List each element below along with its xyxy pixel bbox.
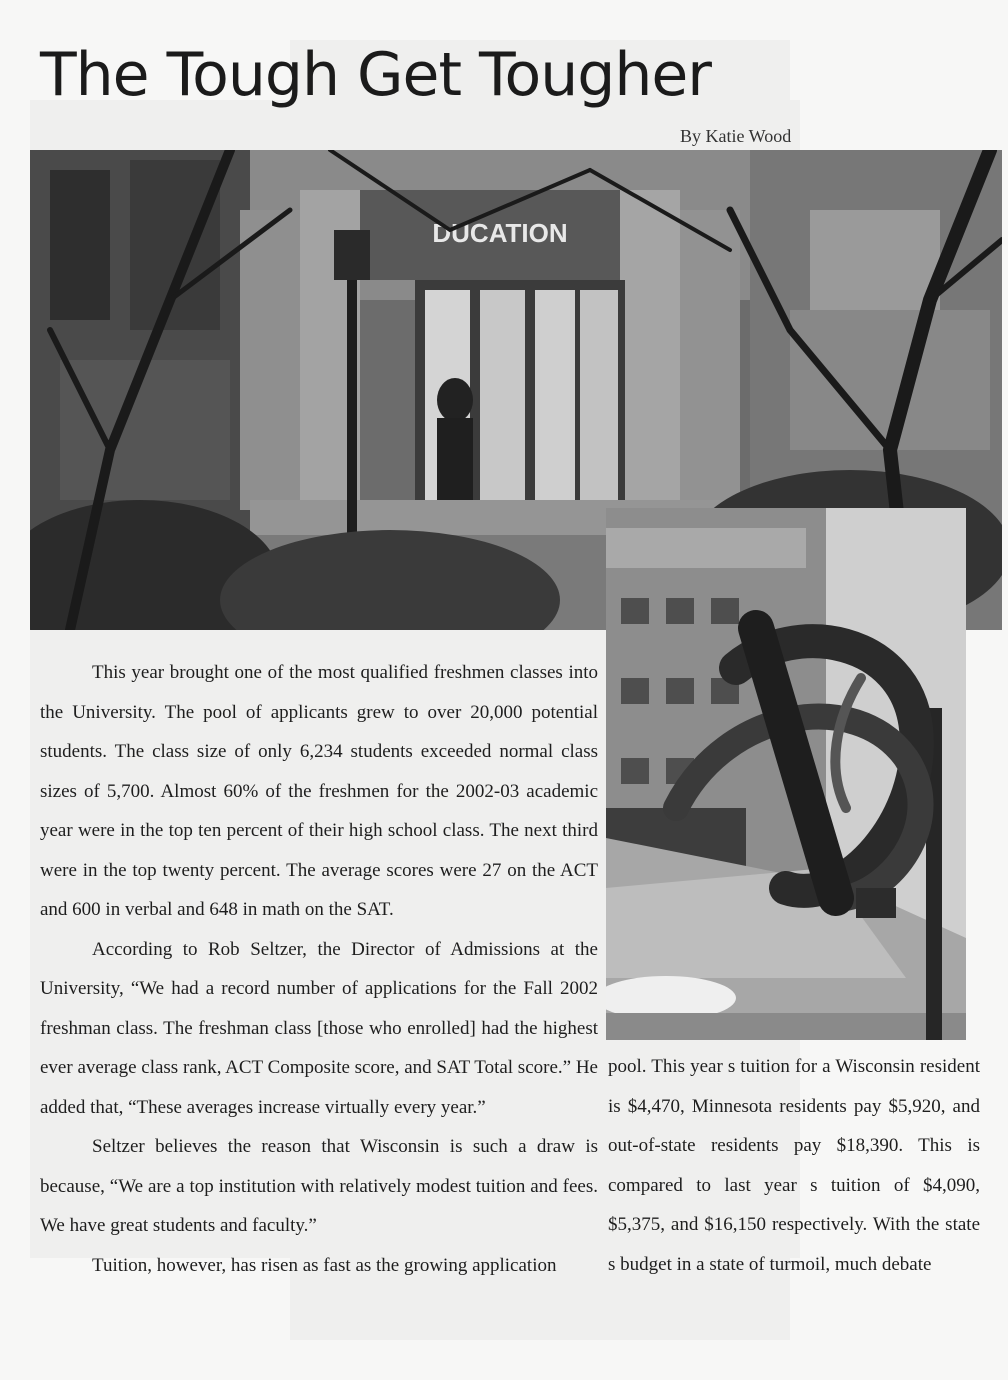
paragraph-continued: pool. This year s tuition for a Wisconsin resident is $4,470, Minnesota residents pay $5,920, and out-of-state residents pay $18,390. This is compared to last year s tuition of $4,090, $5,375, and $16,150 respectively. With the state s budget in a state of turmoil, much debate xyxy=(608,1056,980,1275)
photo-sculpture xyxy=(606,508,966,1040)
paragraph-2: According to Rob Seltzer, the Director of Admissions at the University, “We had a record number of applications for the Fall 2002 freshman class. The freshman class [those who enrolled] had the highest ever average class rank, ACT Composite score, and SAT Total score.” He added that, “These averages increase virtually every year.” xyxy=(40,938,598,1118)
paragraph-3: Seltzer believes the reason that Wisconsin is such a draw is because, “We are a top institution with relatively modest tuition and fees. We have great students and faculty.” xyxy=(40,1136,598,1236)
paragraph-1: This year brought one of the most qualified freshmen classes into the University. The pool of applicants grew to over 20,000 potential students. The class size of only 6,234 students exceeded normal class sizes of 5,700. Almost 60% of the freshmen for the 2002-03 academic year were in the top ten percent of their high school class. The next third were in the top twenty percent. The average scores were 27 on the ACT and 600 in verbal and 648 in math on the SAT. xyxy=(40,662,598,920)
right-text-column xyxy=(608,1047,980,1284)
byline: By Katie Wood xyxy=(680,126,792,146)
photo-sign-text: DUCATION xyxy=(432,218,568,248)
paragraph-4: Tuition, however, has risen as fast as the growing application xyxy=(92,1254,557,1276)
article-title: The Tough Get Tougher xyxy=(40,40,711,110)
main-text-column xyxy=(40,653,598,1285)
